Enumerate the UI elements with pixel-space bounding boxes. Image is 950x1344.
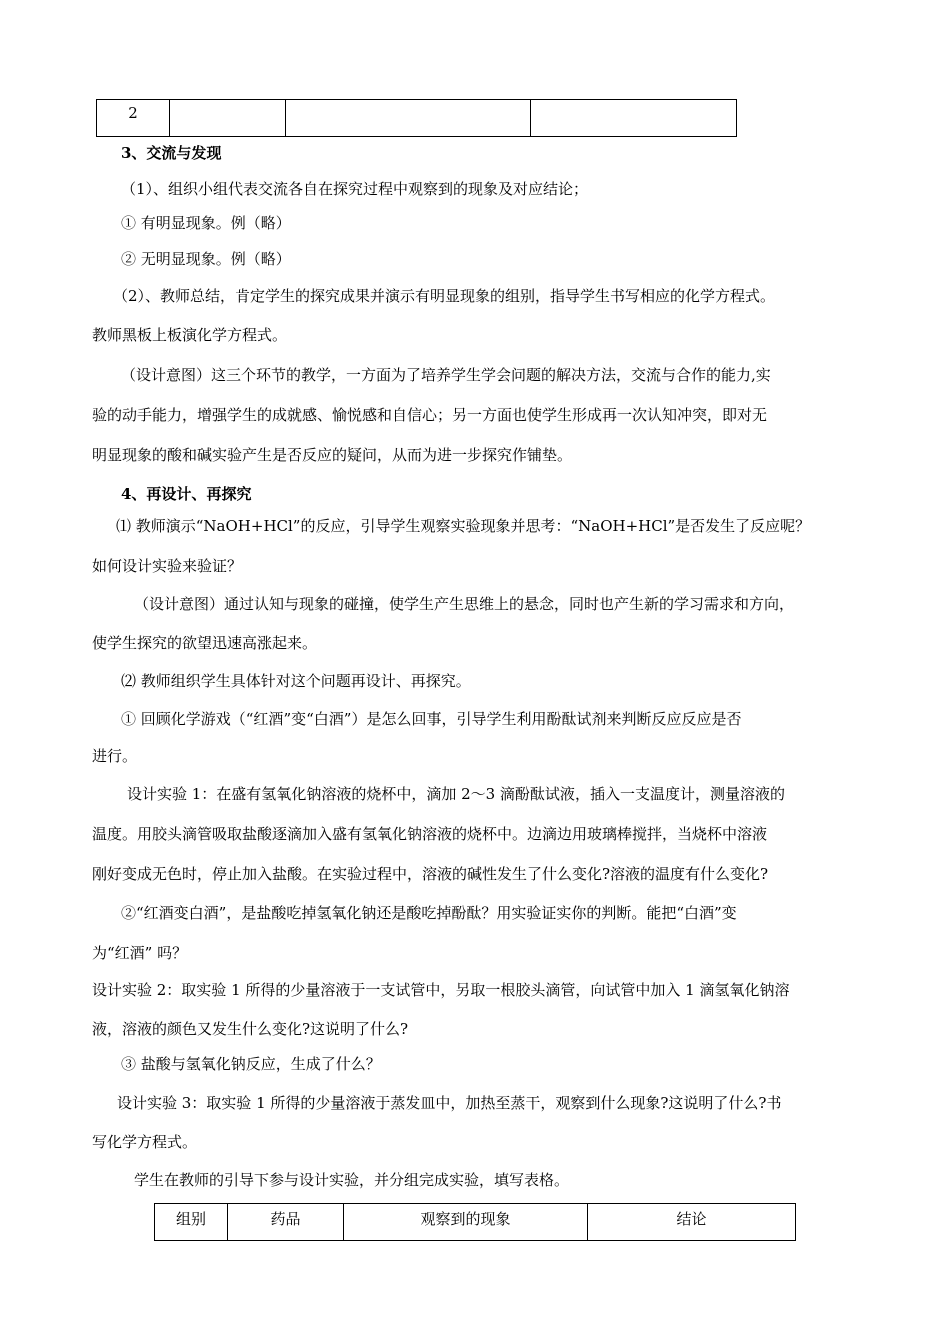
table-cell (286, 100, 531, 137)
question-3: ③ 盐酸与氢氧化钠反应，生成了什么？ (121, 1055, 381, 1073)
section-3-design-intent-2: 验的动手能力，增强学生的成就感、愉悦感和自信心；另一方面也使学生形成再一次认知冲突，即对无 (92, 406, 768, 424)
experiment-2-line-2: 液，溶液的颜色又发生什么变化?这说明了什么? (92, 1020, 409, 1038)
section-3-paragraph-2: （2）、教师总结，肯定学生的探究成果并演示有明显现象的组别，指导学生书写相应的化学方程式。 (113, 287, 776, 305)
section-4-paragraph-1-cont: 如何设计实验来验证？ (92, 557, 243, 575)
experiment-3-line-1: 设计实验 3：取实验 1 所得的少量溶液于蒸发皿中，加热至蒸干，观察到什么现象?这说明了什么?书 (117, 1094, 782, 1112)
experiment-1-line-3: 刚好变成无色时，停止加入盐酸。在实验过程中，溶液的碱性发生了什么变化?溶液的温度有什么变化? (92, 865, 769, 883)
experiment-1-line-2: 温度。用胶头滴管吸取盐酸逐滴加入盛有氢氧化钠溶液的烧杯中。边滴边用玻璃棒搅拌，当烧杯中溶液 (92, 825, 768, 843)
section-3-heading: 3、交流与发现 (121, 144, 222, 162)
table-header-reagent: 药品 (228, 1204, 344, 1241)
table-header-group: 组别 (155, 1204, 228, 1241)
section-3-design-intent-1: （设计意图）这三个环节的教学，一方面为了培养学生学会问题的解决方法，交流与合作的能力,实 (121, 366, 771, 384)
table-cell (170, 100, 286, 137)
question-1: ① 回顾化学游戏（“红酒”变“白酒”）是怎么回事，引导学生利用酚酞试剂来判断反应反应是否 (121, 710, 742, 728)
experiment-3-line-2: 写化学方程式。 (92, 1133, 198, 1151)
experiment-2-line-1: 设计实验 2：取实验 1 所得的少量溶液于一支试管中，另取一根胶头滴管，向试管中加入 1 滴氢氧化钠溶 (92, 981, 790, 999)
section-4-design-intent-2: 使学生探究的欲望迅速高涨起来。 (92, 634, 318, 652)
table-header-row (155, 1204, 796, 1241)
guide-text: 学生在教师的引导下参与设计实验，并分组完成实验，填写表格。 (134, 1171, 570, 1189)
section-3-paragraph-1: （1）、组织小组代表交流各自在探究过程中观察到的现象及对应结论； (121, 180, 589, 198)
table-cell: 2 (97, 100, 170, 137)
table-header-conclusion: 结论 (588, 1204, 796, 1241)
question-2-cont: 为“红酒” 吗？ (92, 944, 188, 962)
section-4-paragraph-1: ⑴ 教师演示“NaOH+HCl”的反应，引导学生观察实验现象并思考：“NaOH+HCl”是否发生了反应呢？ (116, 517, 811, 535)
top-table (96, 99, 737, 137)
section-4-paragraph-2: ⑵ 教师组织学生具体针对这个问题再设计、再探究。 (121, 672, 471, 690)
table-header-observation: 观察到的现象 (344, 1204, 588, 1241)
section-3-item-2: ② 无明显现象。例（略） (121, 250, 291, 268)
results-table (154, 1203, 796, 1241)
experiment-1-line-1: 设计实验 1：在盛有氢氧化钠溶液的烧杯中，滴加 2～3 滴酚酞试液，插入一支温度计，测量溶液的 (127, 785, 785, 803)
question-2: ②“红酒变白酒”，是盐酸吃掉氢氧化钠还是酸吃掉酚酞？用实验证实你的判断。能把“白酒”变 (121, 904, 737, 922)
table-row (97, 100, 737, 137)
section-3-item-1: ① 有明显现象。例（略） (121, 214, 291, 232)
section-3-paragraph-2-cont: 教师黑板上板演化学方程式。 (92, 326, 288, 344)
question-1-cont: 进行。 (92, 747, 138, 765)
section-4-heading: 4、再设计、再探究 (121, 485, 252, 503)
section-4-design-intent-1: （设计意图）通过认知与现象的碰撞，使学生产生思维上的悬念，同时也产生新的学习需求和方向， (134, 595, 795, 613)
section-3-design-intent-3: 明显现象的酸和碱实验产生是否反应的疑问，从而为进一步探究作铺垫。 (92, 446, 573, 464)
table-cell (531, 100, 737, 137)
